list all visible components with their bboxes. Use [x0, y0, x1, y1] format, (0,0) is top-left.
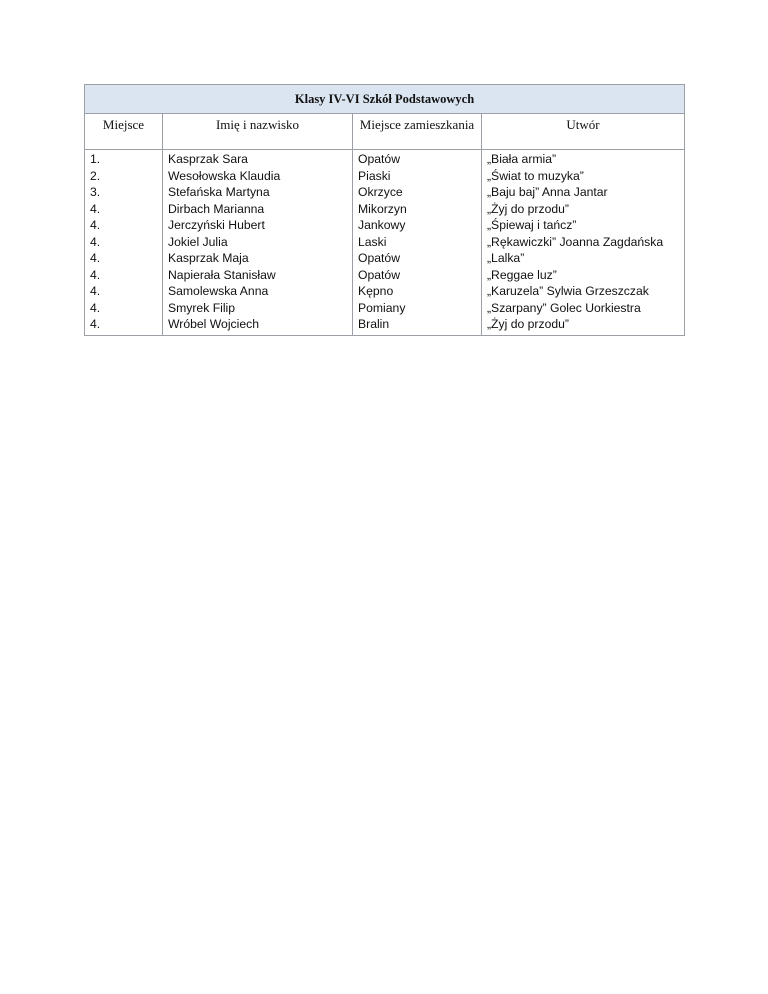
cell-residence: Kępno	[353, 283, 482, 300]
cell-residence: Pomiany	[353, 300, 482, 317]
table-row	[85, 250, 685, 267]
cell-place: 3.	[85, 184, 163, 201]
cell-piece: „Lalka”	[487, 251, 525, 266]
table-row	[85, 300, 685, 317]
cell-residence: Piaski	[353, 168, 482, 185]
cell-residence: Jankowy	[353, 217, 482, 234]
cell-name: Stefańska Martyna	[163, 184, 353, 201]
table-row	[85, 150, 685, 168]
table-row	[85, 168, 685, 185]
cell-place: 4.	[85, 250, 163, 267]
cell-name: Jerczyński Hubert	[163, 217, 353, 234]
cell-place: 4.	[85, 283, 163, 300]
cell-name: Wesołowska Klaudia	[163, 168, 353, 185]
cell-name: Kasprzak Sara	[163, 150, 353, 168]
cell-piece: „Baju baj” Anna Jantar	[487, 185, 608, 200]
cell-name: Samolewska Anna	[163, 283, 353, 300]
header-name: Imię i nazwisko	[163, 114, 353, 150]
cell-piece: „Żyj do przodu”	[487, 201, 569, 216]
cell-place: 4.	[85, 201, 163, 218]
table-header-row	[85, 114, 685, 150]
cell-residence: Opatów	[353, 250, 482, 267]
header-piece: Utwór	[482, 114, 685, 150]
cell-place: 4.	[85, 217, 163, 234]
table-title-row	[85, 85, 685, 114]
cell-residence: Opatów	[353, 150, 482, 168]
cell-residence: Bralin	[353, 316, 482, 335]
cell-piece: „Świat to muzyka”	[487, 168, 584, 183]
cell-name: Kasprzak Maja	[163, 250, 353, 267]
cell-place: 4.	[85, 267, 163, 284]
cell-name: Smyrek Filip	[163, 300, 353, 317]
header-residence: Miejsce zamieszkania	[353, 114, 482, 150]
table-row	[85, 283, 685, 300]
table-row	[85, 217, 685, 234]
cell-residence: Mikorzyn	[353, 201, 482, 218]
cell-piece: „Karuzela” Sylwia Grzeszczak	[487, 284, 649, 299]
header-place: Miejsce	[85, 114, 163, 150]
cell-residence: Okrzyce	[353, 184, 482, 201]
cell-piece: „Śpiewaj i tańcz”	[487, 218, 577, 233]
table-row	[85, 184, 685, 201]
table-body	[85, 150, 685, 336]
cell-piece: „Reggae luz”	[487, 267, 557, 282]
cell-piece: „Szarpany” Golec Uorkiestra	[487, 300, 641, 315]
cell-name: Napierała Stanisław	[163, 267, 353, 284]
cell-place: 4.	[85, 316, 163, 335]
table-row	[85, 234, 685, 251]
cell-name: Dirbach Marianna	[163, 201, 353, 218]
cell-residence: Opatów	[353, 267, 482, 284]
cell-piece: „Rękawiczki” Joanna Zagdańska	[487, 234, 664, 249]
cell-name: Wróbel Wojciech	[163, 316, 353, 335]
cell-place: 2.	[85, 168, 163, 185]
cell-piece: „Żyj do przodu”	[487, 317, 569, 332]
results-table	[84, 84, 685, 336]
cell-place: 4.	[85, 234, 163, 251]
table-row	[85, 201, 685, 218]
cell-piece: „Biała armia”	[487, 152, 557, 167]
cell-place: 4.	[85, 300, 163, 317]
cell-place: 1.	[85, 150, 163, 168]
table-row	[85, 267, 685, 284]
table-title: Klasy IV-VI Szkół Podstawowych	[85, 85, 685, 114]
table-row	[85, 316, 685, 335]
cell-name: Jokiel Julia	[163, 234, 353, 251]
cell-residence: Laski	[353, 234, 482, 251]
